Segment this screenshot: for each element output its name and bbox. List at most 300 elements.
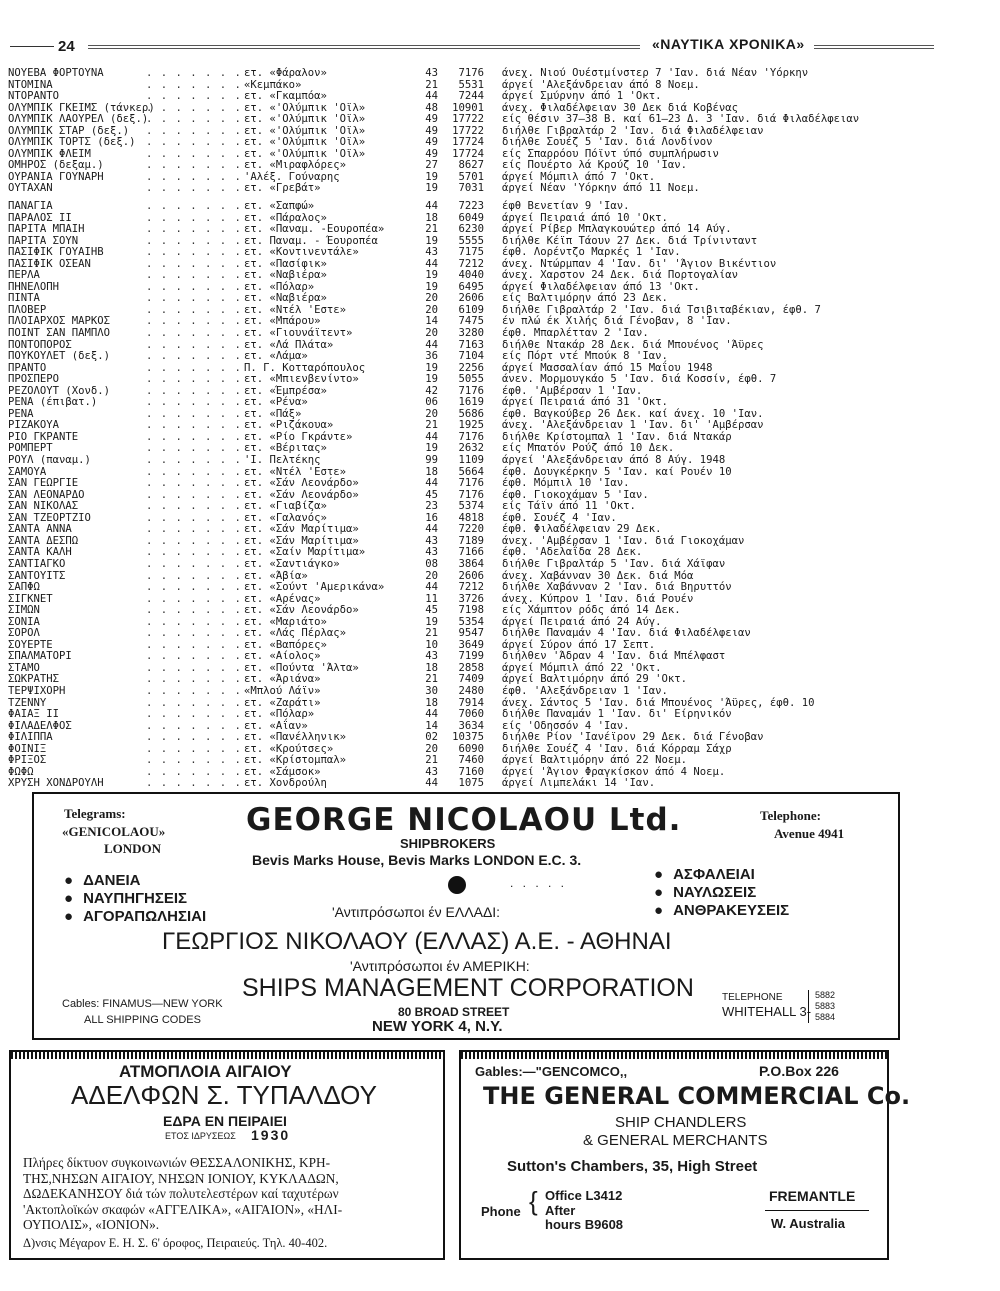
leader-dots: . . . . . . . bbox=[146, 269, 242, 282]
position-note: άργεί Ρίβερ Μπλαγκουώτερ άπό 14 Αύγ. bbox=[502, 223, 732, 236]
position-note: άργεί 'Αλεξάνδρειαν άπό 8 Νοεμ. bbox=[502, 78, 700, 91]
typaldou-body-line: ΤΗΣ,ΝΗΣΩΝ ΑΙΓΑΙΟΥ, ΝΗΣΩΝ ΙΟΝΙΟΥ, ΚΥΚΛΑΔΩΝ, bbox=[23, 1170, 339, 1186]
year-built: 43 bbox=[425, 765, 438, 778]
position-note: άργεί Πειραιά άπό 31 'Οκτ. bbox=[502, 396, 668, 409]
owner: ετ. «Λάς Πέρλας» bbox=[244, 627, 347, 640]
leader-dots: . . . . . . . bbox=[146, 419, 242, 432]
leader-dots: . . . . . . . bbox=[146, 373, 242, 386]
owner: «Μπλού Λάϊν» bbox=[244, 684, 321, 697]
tonnage: 2632 bbox=[458, 442, 484, 455]
ad-general-commercial bbox=[459, 1050, 911, 1260]
tonnage: 7031 bbox=[458, 182, 484, 195]
position-note: άνεχ. Ντώρμπαν 4 'Ιαν. δι' 'Άγιον Βικέντιον bbox=[502, 257, 777, 270]
position-note: άνεχ. 'Αμβέρσαν 1 'Ιαν. διά Γιοκοχάμαν bbox=[502, 534, 745, 547]
ship-name: ΡΕΝΑ (έπιβατ.) bbox=[8, 396, 98, 409]
year-built: 44 bbox=[425, 477, 438, 490]
owner: ετ. «Σάμσοκ» bbox=[244, 765, 321, 778]
position-note: είς Πόρτ ντέ Μπούκ 8 'Ιαν. bbox=[502, 350, 668, 363]
year-built: 19 bbox=[425, 269, 438, 282]
leader-dots: . . . . . . . bbox=[146, 650, 242, 663]
position-note: άργεί 'Άγιον Φραγκίσκον άπό 4 Νοεμ. bbox=[502, 765, 726, 778]
year-built: 44 bbox=[425, 708, 438, 721]
tonnage: 6049 bbox=[458, 211, 484, 224]
position-note: διήλθε Σουέζ 4 'Ιαν. διά Κόρραμ Σάχρ bbox=[502, 742, 732, 755]
owner: ετ. «Έμπρέσα» bbox=[244, 384, 327, 397]
telephone-value: Avenue 4941 bbox=[774, 826, 845, 841]
ship-name: ΣΑΜΟΥΑ bbox=[8, 465, 47, 478]
typaldou-line-2: ΑΔΕΛΦΩΝ Σ. ΤΥΠΑΛΔΟΥ bbox=[71, 1080, 377, 1110]
owner: ετ. Παναμ. - Έουροπέα bbox=[244, 234, 378, 247]
service-left-item: ● ΑΓΟΡΑΠΩΛΗΣΙΑΙ bbox=[64, 908, 206, 926]
leader-dots: . . . . . . . bbox=[146, 211, 242, 224]
cables-label: Cables: FINAMUS—NEW YORK bbox=[62, 998, 223, 1010]
tonnage: 5701 bbox=[458, 170, 484, 183]
ship-name: ΣΑΝ ΓΕΩΡΓΙΕ bbox=[8, 477, 79, 490]
ship-name: ΡΙΟ ΓΚΡΑΝΤΕ bbox=[8, 430, 79, 443]
owner: «Κεμπάκο» bbox=[244, 78, 302, 91]
year-built: 43 bbox=[425, 67, 438, 79]
leader-dots: . . . . . . . bbox=[146, 708, 242, 721]
owner: ετ. «Παναμ. -Εουροπέα» bbox=[244, 223, 385, 236]
position-note: άνεχ. Νιού Ουέστμίνστερ 7 'Ιαν. διά Νέαν 'Υόρκην bbox=[502, 67, 809, 79]
ship-name: ΣΙΜΩΝ bbox=[8, 604, 40, 617]
owner: ετ. «Λά Πλάτα» bbox=[244, 338, 334, 351]
tonnage: 5686 bbox=[458, 407, 484, 420]
owner: 'Αλέξ. Γούναρης bbox=[244, 170, 340, 183]
ship-name: ΠΡΑΝΤΟ bbox=[8, 361, 47, 374]
leader-dots: . . . . . . . bbox=[146, 361, 242, 374]
tonnage: 7104 bbox=[458, 350, 484, 363]
owner: ετ. «Φάραλον» bbox=[244, 67, 327, 79]
ship-name: ΣΑΝΤΙΑΓΚΟ bbox=[8, 557, 66, 570]
position-note: διήλθε Χαβάνναν 2 'Ιαν. διά Βηρυττόν bbox=[502, 581, 732, 594]
owner: ετ. «'Ολύμπικ 'Οϊλ» bbox=[244, 101, 366, 114]
owner: ετ. Χονδρούλη bbox=[244, 777, 327, 790]
year-built: 20 bbox=[425, 569, 438, 582]
ship-name: ΠΑΣΙΦΙΚ ΟΣΕΑΝ bbox=[8, 257, 91, 270]
year-built: 43 bbox=[425, 650, 438, 663]
year-built: 49 bbox=[425, 113, 438, 126]
tonnage: 7176 bbox=[458, 488, 484, 501]
year-built: 21 bbox=[425, 627, 438, 640]
leader-dots: . . . . . . . bbox=[146, 234, 242, 247]
header-rule-middle bbox=[88, 45, 640, 49]
leader-dots: . . . . . . . bbox=[146, 661, 242, 674]
leader-dots: . . . . . . . bbox=[146, 170, 242, 183]
year-built: 18 bbox=[425, 661, 438, 674]
leader-dots: . . . . . . . bbox=[146, 159, 242, 172]
london-address: Bevis Marks House, Bevis Marks LONDON E.C. 3. bbox=[252, 852, 582, 868]
owner: ετ. «'Ολύμπικ 'Οϊλ» bbox=[244, 147, 366, 160]
owner: ετ. «Πασίφικ» bbox=[244, 257, 327, 270]
ship-name: ΣΩΚΡΑΤΗΣ bbox=[8, 673, 60, 686]
year-built: 20 bbox=[425, 303, 438, 316]
owner: ετ. «Σάν Λεονάρδο» bbox=[244, 604, 359, 617]
position-note: άργεί Νέαν 'Υόρκην άπό 11 Νοεμ. bbox=[502, 182, 700, 195]
position-note: είς Χάμπτον ρόδς άπό 14 Δεκ. bbox=[502, 604, 681, 617]
ship-name: ΤΕΡΨΙΧΟΡΗ bbox=[8, 684, 66, 697]
typaldou-address: Δ)νσις Μέγαρον Ε. Η. Σ. 6' όροφος, Πειραιεύς. Τηλ. 40-402. bbox=[23, 1236, 328, 1250]
tonnage: 4040 bbox=[458, 269, 484, 282]
year-built: 19 bbox=[425, 280, 438, 293]
ship-name: ΣΑΝΤΑ ΑΝΝΑ bbox=[8, 523, 72, 536]
tonnage: 7409 bbox=[458, 673, 484, 686]
tonnage: 1109 bbox=[458, 454, 484, 467]
position-note: διήλθε Σουέζ 5 'Ιαν. διά Λονδίνον bbox=[502, 136, 713, 149]
ship-name: ΧΡΥΣΗ ΧΟΝΔΡΟΥΛΗ bbox=[8, 777, 104, 790]
owner: ετ. «'Ολύμπικ 'Οϊλ» bbox=[244, 136, 366, 149]
gencomco-city: FREMANTLE bbox=[769, 1188, 856, 1204]
tonnage: 17724 bbox=[452, 147, 484, 160]
ship-name: ΠΡΟΣΠΕΡΟ bbox=[8, 373, 60, 386]
leader-dots: . . . . . . . bbox=[146, 396, 242, 409]
owner: ετ. «Σαντιάγκο» bbox=[244, 557, 340, 570]
ship-name: ΣΟΥΕΡΤΕ bbox=[8, 638, 53, 651]
ship-name: ΠΑΝΑΓΙΑ bbox=[8, 200, 53, 212]
leader-dots: . . . . . . . bbox=[146, 534, 242, 547]
owner: ετ. «Γρεβάτ» bbox=[244, 182, 321, 195]
tonnage: 7212 bbox=[458, 581, 484, 594]
ship-name: ΡΟΥΛ (παναμ.) bbox=[8, 454, 91, 467]
ship-name: ΣΑΝΤΑ ΚΑΛΗ bbox=[8, 546, 72, 559]
typaldou-body-line: ΔΩΔΕΚΑΝΗΣΟΥ διά τών πολυτελεστέρων καί ταχυτέρων bbox=[23, 1186, 339, 1201]
gencomco-after: After bbox=[545, 1203, 576, 1218]
ship-name: ΣΑΝ ΤΖΕΟΡΤΖΙΟ bbox=[8, 511, 91, 524]
company-name: GEORGE NICOLAOU Ltd. bbox=[246, 802, 682, 838]
owner: ετ. «Πάραλος» bbox=[244, 211, 327, 224]
leader-dots: . . . . . . . bbox=[146, 742, 242, 755]
telegrams-value: «GENICOLAOU» bbox=[62, 824, 166, 839]
year-built: 49 bbox=[425, 136, 438, 149]
ship-name: ΟΥΡΑΝΙΑ ΓΟΥΝΑΡΗ bbox=[8, 170, 104, 183]
typaldou-founded-year: 1930 bbox=[251, 1127, 291, 1143]
position-note: έν πλώ έκ Χιλής διά Γένοβαν, 8 'Ιαν. bbox=[502, 315, 732, 328]
leader-dots: . . . . . . . bbox=[146, 581, 242, 594]
tonnage: 10375 bbox=[452, 731, 484, 744]
year-built: 14 bbox=[425, 315, 438, 328]
owner: Π. Γ. Κοτταρόπουλος bbox=[244, 361, 366, 374]
year-built: 16 bbox=[425, 511, 438, 524]
position-note: άργεί Πειραιά άπό 10 'Οκτ. bbox=[502, 211, 668, 224]
year-built: 23 bbox=[425, 500, 438, 513]
owner: ετ. «Γιουνάϊτεντ» bbox=[244, 327, 353, 340]
position-note: έφθ. Γιοκοχάμαν 5 'Ιαν. bbox=[502, 488, 649, 501]
ship-name: ΠΗΝΕΛΟΠΗ bbox=[8, 280, 60, 293]
leader-dots: . . . . . . . bbox=[146, 200, 242, 212]
owner: ετ. «Ζαράτι» bbox=[244, 696, 321, 709]
year-built: 30 bbox=[425, 684, 438, 697]
ship-name: ΦΙΛΑΔΕΛΦΟΣ bbox=[8, 719, 72, 732]
position-note: άνεχ. Σάντος 5 'Ιαν. διά Μπουένος 'Άϋρες, έφθ. 10 bbox=[502, 696, 815, 709]
year-built: 44 bbox=[425, 777, 438, 790]
year-built: 19 bbox=[425, 361, 438, 374]
ship-name: ΠΙΝΤΑ bbox=[8, 292, 40, 305]
year-built: 27 bbox=[425, 159, 438, 172]
leader-dots: . . . . . . . bbox=[146, 488, 242, 501]
services-right bbox=[654, 866, 789, 920]
us-telephone-number: 5884 bbox=[815, 1012, 836, 1022]
ship-name: ΡΕΖΟΛΟΥΤ (Χονδ.) bbox=[8, 384, 111, 397]
year-built: 19 bbox=[425, 182, 438, 195]
position-note: άνεχ. Χαβάνναν 30 Δεκ. διά Μόα bbox=[502, 569, 694, 582]
owner: ετ. «Γκαμπόα» bbox=[244, 90, 327, 103]
tonnage: 2606 bbox=[458, 569, 484, 582]
year-built: 21 bbox=[425, 673, 438, 686]
leader-dots: . . . . . . . bbox=[146, 765, 242, 778]
ship-name: ΠΟΝΤΟΠΟΡΟΣ bbox=[8, 338, 72, 351]
owner: ετ. «Ντέλ 'Εστε» bbox=[244, 465, 347, 478]
service-right-item: ● ΑΣΦΑΛΕΙΑΙ bbox=[654, 866, 789, 884]
owner: ετ. «Αρένας» bbox=[244, 592, 321, 605]
year-built: 21 bbox=[425, 78, 438, 91]
leader-dots: . . . . . . . bbox=[146, 454, 242, 467]
ship-name: ΟΛΥΜΠΙΚ ΦΛΕΙΜ bbox=[8, 147, 91, 160]
tonnage: 5374 bbox=[458, 500, 484, 513]
tonnage: 2606 bbox=[458, 292, 484, 305]
year-built: 20 bbox=[425, 742, 438, 755]
tonnage: 7163 bbox=[458, 338, 484, 351]
page-number: 24 bbox=[58, 38, 75, 55]
tonnage: 5055 bbox=[458, 373, 484, 386]
owner: ετ. «'Ολύμπικ 'Οϊλ» bbox=[244, 124, 366, 137]
owner: ετ. «Λάμα» bbox=[244, 350, 308, 363]
position-note: άργεί Σύρον άπό 17 Σεπτ. bbox=[502, 638, 656, 651]
tonnage: 2480 bbox=[458, 684, 484, 697]
position-note: διήλθε Κέϊπ Τάουν 27 Δεκ. διά Τρίνινταντ bbox=[502, 234, 758, 247]
rep-greece-name: ΓΕΩΡΓΙΟΣ ΝΙΚΟΛΑΟΥ (ΕΛΛΑΣ) Α.Ε. - ΑΘΗΝΑΙ bbox=[162, 928, 672, 955]
position-note: διήλθε Γιβραλτάρ 2 'Ιαν. διά Τσιβιταβέκιαν, έφθ. 7 bbox=[502, 303, 821, 316]
city-underline bbox=[765, 1210, 869, 1211]
us-telephone-label: TELEPHONE bbox=[722, 992, 783, 1003]
tonnage: 3864 bbox=[458, 557, 484, 570]
year-built: 44 bbox=[425, 90, 438, 103]
leader-dots: . . . . . . . bbox=[146, 430, 242, 443]
owner: ετ. «Βαπόρες» bbox=[244, 638, 327, 651]
leader-dots: . . . . . . . bbox=[146, 182, 242, 195]
tonnage: 7189 bbox=[458, 534, 484, 547]
year-built: 21 bbox=[425, 754, 438, 767]
owner: ετ. «Ναβιέρα» bbox=[244, 269, 327, 282]
owner: ετ. «Γαλανός» bbox=[244, 511, 327, 524]
year-built: 20 bbox=[425, 292, 438, 305]
year-built: 14 bbox=[425, 719, 438, 732]
owner: ετ. «Σαπφώ» bbox=[244, 200, 315, 212]
position-note: είς Σπαρρόου Πόϊντ ύπό συμπλήρωσιν bbox=[502, 147, 719, 160]
tonnage: 7198 bbox=[458, 604, 484, 617]
leader-dots: . . . . . . . bbox=[146, 136, 242, 149]
year-built: 02 bbox=[425, 731, 438, 744]
position-note: έφθ. Σουέζ 4 'Ιαν. bbox=[502, 511, 617, 524]
year-built: 08 bbox=[425, 557, 438, 570]
tonnage: 7166 bbox=[458, 546, 484, 559]
year-built: 06 bbox=[425, 396, 438, 409]
ship-name: ΡΟΜΠΕΡΤ bbox=[8, 442, 53, 455]
leader-dots: . . . . . . . bbox=[146, 557, 242, 570]
typaldou-body-line: 'Ακτοπλοϊκών σκαφών «ΑΓΓΕΛΙΚΑ», «ΑΙΓΑΙΟΝ», «ΗΛΙ- bbox=[23, 1201, 343, 1217]
ship-name: ΦΑΙΑΞ ΙΙ bbox=[8, 708, 60, 721]
owner: ετ. «Μπιενβενίντο» bbox=[244, 373, 359, 386]
ship-name: ΠΑΣΙΦΙΚ ΓΟΥΑΙΗΒ bbox=[8, 246, 104, 259]
tonnage: 7223 bbox=[458, 200, 484, 212]
tonnage: 6495 bbox=[458, 280, 484, 293]
position-note: έφθ. Μόμπιλ 10 'Ιαν. bbox=[502, 477, 630, 490]
leader-dots: . . . . . . . bbox=[146, 546, 242, 559]
leader-dots: . . . . . . . bbox=[146, 280, 242, 293]
leader-dots: . . . . . . . bbox=[146, 246, 242, 259]
rep-america-label: 'Αντιπρόσωποι έν ΑΜΕΡΙΚΗ: bbox=[350, 958, 530, 974]
year-built: 42 bbox=[425, 384, 438, 397]
position-note: άργεί Μασσαλίαν άπό 15 Μαΐου 1948 bbox=[502, 361, 713, 374]
leader-dots: . . . . . . . bbox=[146, 257, 242, 270]
tonnage: 3726 bbox=[458, 592, 484, 605]
us-telephone-exchange: WHITEHALL 3- bbox=[722, 1004, 812, 1019]
tonnage: 5531 bbox=[458, 78, 484, 91]
position-note: άνεχ. 'Αλεξάνδρειαν 1 'Ιαν. δι' 'Αμβέρσαν bbox=[502, 419, 764, 432]
leader-dots: . . . . . . . bbox=[146, 327, 242, 340]
tonnage: 1619 bbox=[458, 396, 484, 409]
tonnage: 7220 bbox=[458, 523, 484, 536]
service-right-item: ● ΑΝΘΡΑΚΕΥΣΕΙΣ bbox=[654, 902, 789, 920]
position-note: έφθ. 'Αδελαΐδα 28 Δεκ. bbox=[502, 546, 643, 559]
tonnage: 7176 bbox=[458, 67, 484, 79]
tonnage: 7914 bbox=[458, 696, 484, 709]
us-telephone-number: 5882 bbox=[815, 990, 836, 1000]
position-note: διήλθεν 'Άδραν 4 'Ιαν. διά Μπέλφαστ bbox=[502, 650, 726, 663]
tonnage: 7244 bbox=[458, 90, 484, 103]
year-built: 19 bbox=[425, 373, 438, 386]
position-note: διήλθε Γιβραλτάρ 2 'Ιαν. διά Φιλαδέλφειαν bbox=[502, 124, 764, 137]
position-note: διήλθε Παναμάν 1 'Ιαν. δι' Είρηνικόν bbox=[502, 708, 732, 721]
ad-typaldou bbox=[9, 1050, 445, 1260]
year-built: 18 bbox=[425, 465, 438, 478]
telegrams-label: Telegrams: bbox=[64, 806, 126, 821]
ship-name: ΣΙΓΚΝΕΤ bbox=[8, 592, 53, 605]
leader-dots: . . . . . . . bbox=[146, 350, 242, 363]
gencomco-line-1: SHIP CHANDLERS bbox=[615, 1114, 747, 1131]
leader-dots: . . . . . . . bbox=[146, 673, 242, 686]
leader-dots: . . . . . . . bbox=[146, 338, 242, 351]
year-built: 10 bbox=[425, 638, 438, 651]
position-note: άνεχ. Χαρστον 24 Δεκ. διά Πορτογαλίαν bbox=[502, 269, 738, 282]
owner: ετ. «Αΐαν» bbox=[244, 719, 308, 732]
year-built: 11 bbox=[425, 592, 438, 605]
year-built: 49 bbox=[425, 124, 438, 137]
top-stripe bbox=[11, 1052, 443, 1059]
ship-name: ΦΡΙΞΟΣ bbox=[8, 754, 47, 767]
gencomco-address: Sutton's Chambers, 35, High Street bbox=[507, 1158, 758, 1175]
tonnage: 5664 bbox=[458, 465, 484, 478]
year-built: 49 bbox=[425, 147, 438, 160]
leader-dots: . . . . . . . bbox=[146, 315, 242, 328]
leader-dots: . . . . . . . bbox=[146, 442, 242, 455]
ship-name: ΣΑΝΤΟΥΙΤΣ bbox=[8, 569, 66, 582]
year-built: 44 bbox=[425, 523, 438, 536]
owner: ετ. «Πανέλληνικ» bbox=[244, 731, 347, 744]
leader-dots: . . . . . . . bbox=[146, 303, 242, 316]
position-note: άργεί 'Αλεξάνδρειαν άπό 8 Αύγ. 1948 bbox=[502, 454, 726, 467]
position-note: έφθ. Φιλαδέλφειαν 29 Δεκ. bbox=[502, 523, 662, 536]
ship-name: ΡΙΖΑΚΟΥΑ bbox=[8, 419, 60, 432]
leader-dots: . . . . . . . bbox=[146, 696, 242, 709]
leader-dots: . . . . . . . bbox=[146, 292, 242, 305]
year-built: 19 bbox=[425, 234, 438, 247]
position-note: διήλθε Κρίστομπαλ 1 'Ιαν. διά Ντακάρ bbox=[502, 430, 732, 443]
ship-name: ΣΑΝ ΝΙΚΟΛΑΣ bbox=[8, 500, 79, 513]
ship-name: ΠΟΙΝΤ ΣΑΝ ΠΑΜΠΛΟ bbox=[8, 327, 111, 340]
service-right-item: ● ΝΑΥΛΩΣΕΙΣ bbox=[654, 884, 789, 902]
year-built: 19 bbox=[425, 442, 438, 455]
owner: ετ. «Ρένα» bbox=[244, 396, 308, 409]
ship-name: ΝΤΟΡΑΝΤΟ bbox=[8, 90, 60, 103]
position-note: είς θέσιν 37—38 Β. καί 61—23 Δ. 3 'Ιαν. διά Φιλαδέλφειαν bbox=[502, 113, 860, 126]
leader-dots: . . . . . . . bbox=[146, 67, 242, 79]
ship-name: ΟΛΥΜΠΙΚ ΤΟΡΤΣ (δεξ.) bbox=[8, 136, 136, 149]
ship-name: ΠΛΟΒΕΡ bbox=[8, 303, 47, 316]
shipping-codes: ALL SHIPPING CODES bbox=[84, 1014, 201, 1026]
gencomco-office: Office L3412 bbox=[545, 1188, 623, 1203]
rep-greece-label: 'Αντιπρόσωποι έν ΕΛΛΑΔΙ: bbox=[332, 904, 501, 920]
leader-dots: . . . . . . . bbox=[146, 147, 242, 160]
position-note: άργεί Πειραιά άπό 24 Αύγ. bbox=[502, 615, 662, 628]
ship-name: ΣΑΠΦΩ bbox=[8, 581, 40, 594]
owner: ετ. «Σάν Λεονάρδο» bbox=[244, 488, 359, 501]
tonnage: 6090 bbox=[458, 742, 484, 755]
owner: ετ. «Ντέλ 'Εστε» bbox=[244, 303, 347, 316]
year-built: 44 bbox=[425, 257, 438, 270]
telephone-label: Telephone: bbox=[760, 808, 821, 823]
ship-name: ΠΑΡΙΤΑ ΣΟΥΝ bbox=[8, 234, 79, 247]
tonnage: 7176 bbox=[458, 384, 484, 397]
position-note: έφθ. Μπαρλέτταν 2 'Ιαν. bbox=[502, 327, 649, 340]
ad-george-nicolaou bbox=[32, 792, 900, 1040]
ship-name: ΣΟΝΙΑ bbox=[8, 615, 40, 628]
owner: ετ. «Σάν Μαρίτιμα» bbox=[244, 523, 359, 536]
owner: ετ. «Πόλαρ» bbox=[244, 708, 315, 721]
position-note: είς 'Οδησσόν 4 'Ιαν. bbox=[502, 719, 630, 732]
position-note: άργεί Φιλαδέλφειαν άπό 13 'Οκτ. bbox=[502, 280, 700, 293]
year-built: 44 bbox=[425, 200, 438, 212]
position-note: είς Μπατόν Ρούζ άπό 10 Δεκ. bbox=[502, 442, 675, 455]
owner: ετ. «Σαίν Μαρίτιμα» bbox=[244, 546, 366, 559]
year-built: 44 bbox=[425, 581, 438, 594]
tonnage: 17722 bbox=[452, 124, 484, 137]
position-note: διήλθε Ντακάρ 28 Δεκ. διά Μπουένος 'Άϋρες bbox=[502, 338, 764, 351]
tonnage: 6109 bbox=[458, 303, 484, 316]
us-company-name: SHIPS MANAGEMENT CORPORATION bbox=[242, 974, 694, 1002]
tonnage: 7460 bbox=[458, 754, 484, 767]
owner: ετ. «Αίολος» bbox=[244, 650, 321, 663]
leader-dots: . . . . . . . bbox=[146, 731, 242, 744]
owner: ετ. «Σάν Λεονάρδο» bbox=[244, 477, 359, 490]
center-dot-icon bbox=[448, 876, 466, 894]
gencomco-line-2: & GENERAL MERCHANTS bbox=[583, 1132, 768, 1149]
position-note: έφθ. Βαγκούβερ 26 Δεκ. καί άνεχ. 10 'Ιαν. bbox=[502, 407, 764, 420]
gencomco-name: THE GENERAL COMMERCIAL Co. bbox=[483, 1082, 911, 1110]
owner: ετ. «Μπάρου» bbox=[244, 315, 321, 328]
year-built: 21 bbox=[425, 223, 438, 236]
tonnage: 3634 bbox=[458, 719, 484, 732]
ship-name: ΤΖΕΝΝΥ bbox=[8, 696, 47, 709]
ship-name: ΦΙΛΙΠΠΑ bbox=[8, 731, 53, 744]
year-built: 20 bbox=[425, 327, 438, 340]
service-left-item: ● ΔΑΝΕΙΑ bbox=[64, 872, 206, 890]
telegrams-city: LONDON bbox=[104, 841, 162, 856]
tonnage: 10901 bbox=[452, 101, 484, 114]
typaldou-founded-label: ΕΤΟΣ ΙΔΡΥΣΕΩΣ bbox=[165, 1131, 236, 1141]
header-rule-left bbox=[10, 46, 54, 47]
owner: ετ. «Βέριτας» bbox=[244, 442, 327, 455]
owner: ετ. «Άβία» bbox=[244, 569, 308, 582]
